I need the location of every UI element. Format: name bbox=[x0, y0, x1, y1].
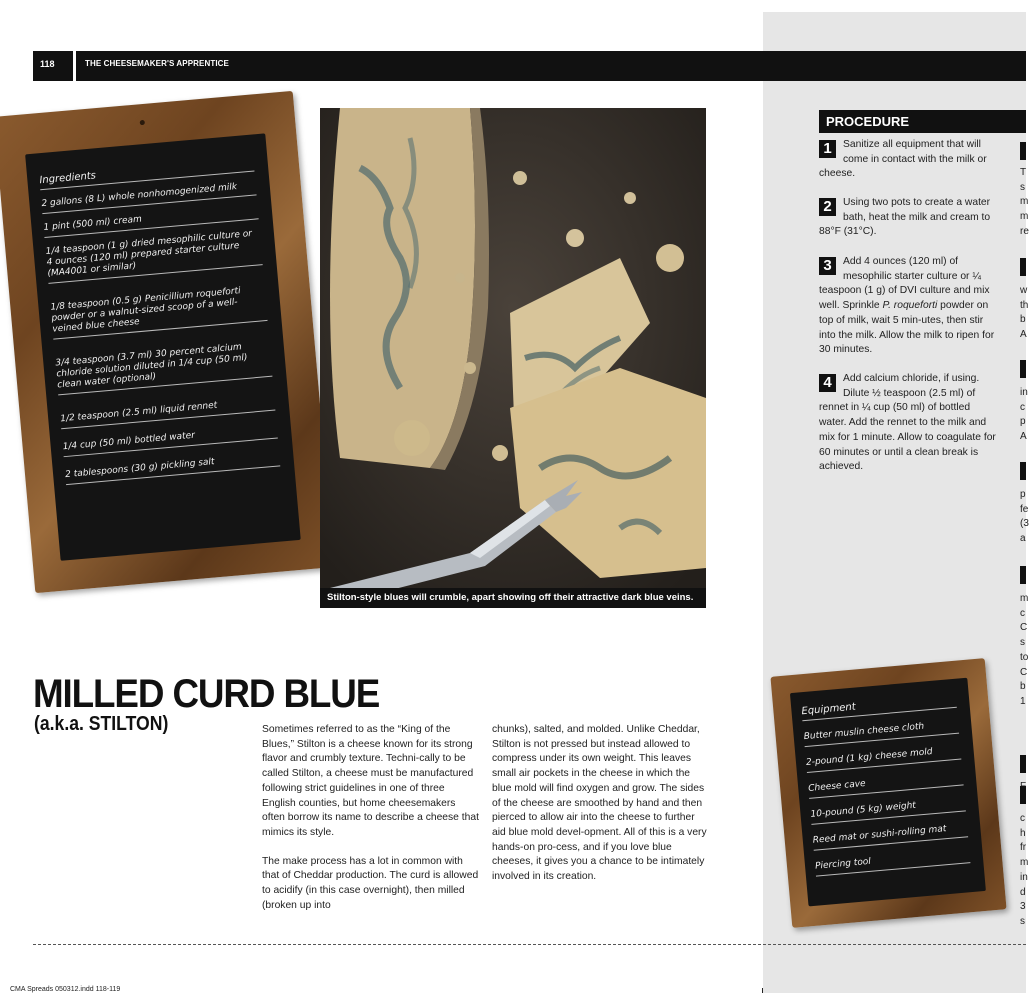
footer-file-label: CMA Spreads 050312.indd 118-119 bbox=[10, 986, 121, 993]
equipment-board-surface bbox=[790, 678, 986, 907]
step-text-emphasis: P. roqueforti bbox=[882, 300, 938, 312]
intro-column-1 bbox=[262, 723, 480, 927]
clipped-text-fragment: w th b A bbox=[1020, 285, 1029, 341]
recipe-subtitle: (a.k.a. STILTON) bbox=[34, 713, 169, 735]
crop-dash-line bbox=[33, 944, 1026, 945]
header-divider bbox=[73, 51, 76, 81]
ingredients-heading: Ingredients bbox=[39, 157, 254, 191]
equipment-item: 2-pound (1 kg) cheese mold bbox=[806, 745, 962, 773]
step-number: 3 bbox=[819, 257, 836, 275]
page-number: 118 bbox=[40, 59, 55, 69]
equipment-chalkboard bbox=[770, 658, 1006, 928]
clipped-step-number bbox=[1020, 566, 1026, 584]
recipe-title: MILLED CURD BLUE bbox=[33, 672, 380, 716]
body-paragraph: chunks), salted, and molded. Unlike Cheddar, Stilton is not pressed but instead allowed to compress under its own weight. This leaves small air pockets in the cheese in which the blue mold will find oxygen and grow. The sides of the cheese are smoothed by hand and then pierced to allow air into the cheese to further aid blue mold devel-opment. All of this is a very hands-on pro-cess, and if you love blue cheeses, it gives you a chance to be intimately involved in its creation. bbox=[492, 724, 707, 883]
nail-icon bbox=[140, 120, 145, 125]
ingredient-item: 1 pint (500 ml) cream bbox=[43, 204, 258, 238]
body-paragraph: The make process has a lot in common with that of Cheddar production. The curd is allowed to acidify (in this case overnight), then milled (broken up into bbox=[262, 855, 479, 911]
cheese-illustration bbox=[320, 108, 706, 608]
footer-crop-tick bbox=[762, 988, 763, 993]
ingredient-item: 1/2 teaspoon (2.5 ml) liquid rennet bbox=[60, 396, 275, 430]
step-text: Add 4 ounces (120 ml) of mesophilic starter culture or ¼ teaspoon (1 g) of DVI culture and mix well. Sprinkle bbox=[819, 256, 990, 312]
equipment-heading: Equipment bbox=[801, 693, 957, 721]
procedure-step bbox=[819, 196, 999, 240]
body-paragraph: Sometimes referred to as the “King of the Blues,” Stilton is a cheese known for its strong flavor and crumbly texture. Techni-cally to be called Stilton, a cheese must be manufactured following strict guidelines in one of three English counties, but home cheesemakers often borrow its name to describe a cheese that mimics its style. bbox=[262, 724, 479, 838]
clipped-text-fragment: m c C s to C b 1 bbox=[1020, 593, 1029, 707]
procedure-step bbox=[819, 138, 999, 182]
equipment-item: Piercing tool bbox=[815, 848, 971, 876]
clipped-step-number bbox=[1020, 462, 1026, 480]
equipment-item: Reed mat or sushi-rolling mat bbox=[812, 822, 968, 850]
clipped-step-number bbox=[1020, 360, 1026, 378]
clipped-step-number bbox=[1020, 755, 1026, 773]
photo-caption: Stilton-style blues will crumble, apart showing off their attractive dark blue veins. bbox=[327, 592, 694, 603]
step-text: powder on top of milk, wait 5 min-utes, then stir into the milk. Allow the milk to ripen for 30 minutes. bbox=[819, 300, 995, 356]
intro-column-2 bbox=[492, 723, 708, 899]
clipped-step-number bbox=[1020, 142, 1026, 160]
ingredient-item: 2 tablespoons (30 g) pickling salt bbox=[65, 451, 280, 485]
step-text: Using two pots to create a water bath, heat the milk and cream to 88°F (31°C). bbox=[819, 197, 991, 238]
ingredient-item: 1/8 teaspoon (0.5 g) Penicillium roqueforti powder or a walnut-sized scoop of a well-veined blue cheese bbox=[50, 284, 267, 340]
step-text: Add calcium chloride, if using. Dilute ½ teaspoon (2.5 ml) of rennet in ¼ cup (50 ml) of bottled water. Add the rennet to the milk and mix for 1 minute. Allow to coagulate for 60 minutes or until a clean break is achieved. bbox=[819, 373, 996, 473]
running-title: THE CHEESEMAKER'S APPRENTICE bbox=[85, 59, 229, 68]
equipment-item: Cheese cave bbox=[808, 770, 964, 798]
ingredients-chalkboard bbox=[0, 91, 334, 593]
clipped-text-fragment: p fe (3 a bbox=[1020, 489, 1029, 545]
ingredient-item: 1/4 cup (50 ml) bottled water bbox=[62, 424, 277, 458]
blue-cheese-photo bbox=[320, 108, 706, 608]
step-number: 1 bbox=[819, 140, 836, 158]
procedure-step bbox=[819, 372, 999, 475]
ingredients-board-surface bbox=[25, 133, 301, 560]
ingredient-item: 2 gallons (8 L) whole nonhomogenized milk bbox=[41, 180, 256, 214]
step-number: 4 bbox=[819, 374, 836, 392]
equipment-item: 10-pound (5 kg) weight bbox=[810, 796, 966, 824]
clipped-text-fragment: in c p A bbox=[1020, 387, 1028, 443]
clipped-text-fragment: c h fr m in d 3 s bbox=[1020, 813, 1029, 927]
clipped-text-fragment: T s m m re bbox=[1020, 167, 1029, 237]
ingredient-item: 3/4 teaspoon (3.7 ml) 30 percent calcium chloride solution diluted in 1/4 cup (50 ml) clean water (optional) bbox=[55, 340, 272, 396]
step-text: Sanitize all equipment that will come in contact with the milk or cheese. bbox=[819, 139, 987, 180]
equipment-item: Butter muslin cheese cloth bbox=[803, 719, 959, 747]
procedure-heading: PROCEDURE bbox=[826, 114, 910, 129]
ingredient-item: 1/4 teaspoon (1 g) dried mesophilic culture or 4 ounces (120 ml) prepared starter culture (MA4001 or similar) bbox=[45, 228, 262, 284]
procedure-step bbox=[819, 255, 999, 358]
step-number: 2 bbox=[819, 198, 836, 216]
clipped-step-number bbox=[1020, 786, 1026, 804]
clipped-step-number bbox=[1020, 258, 1026, 276]
